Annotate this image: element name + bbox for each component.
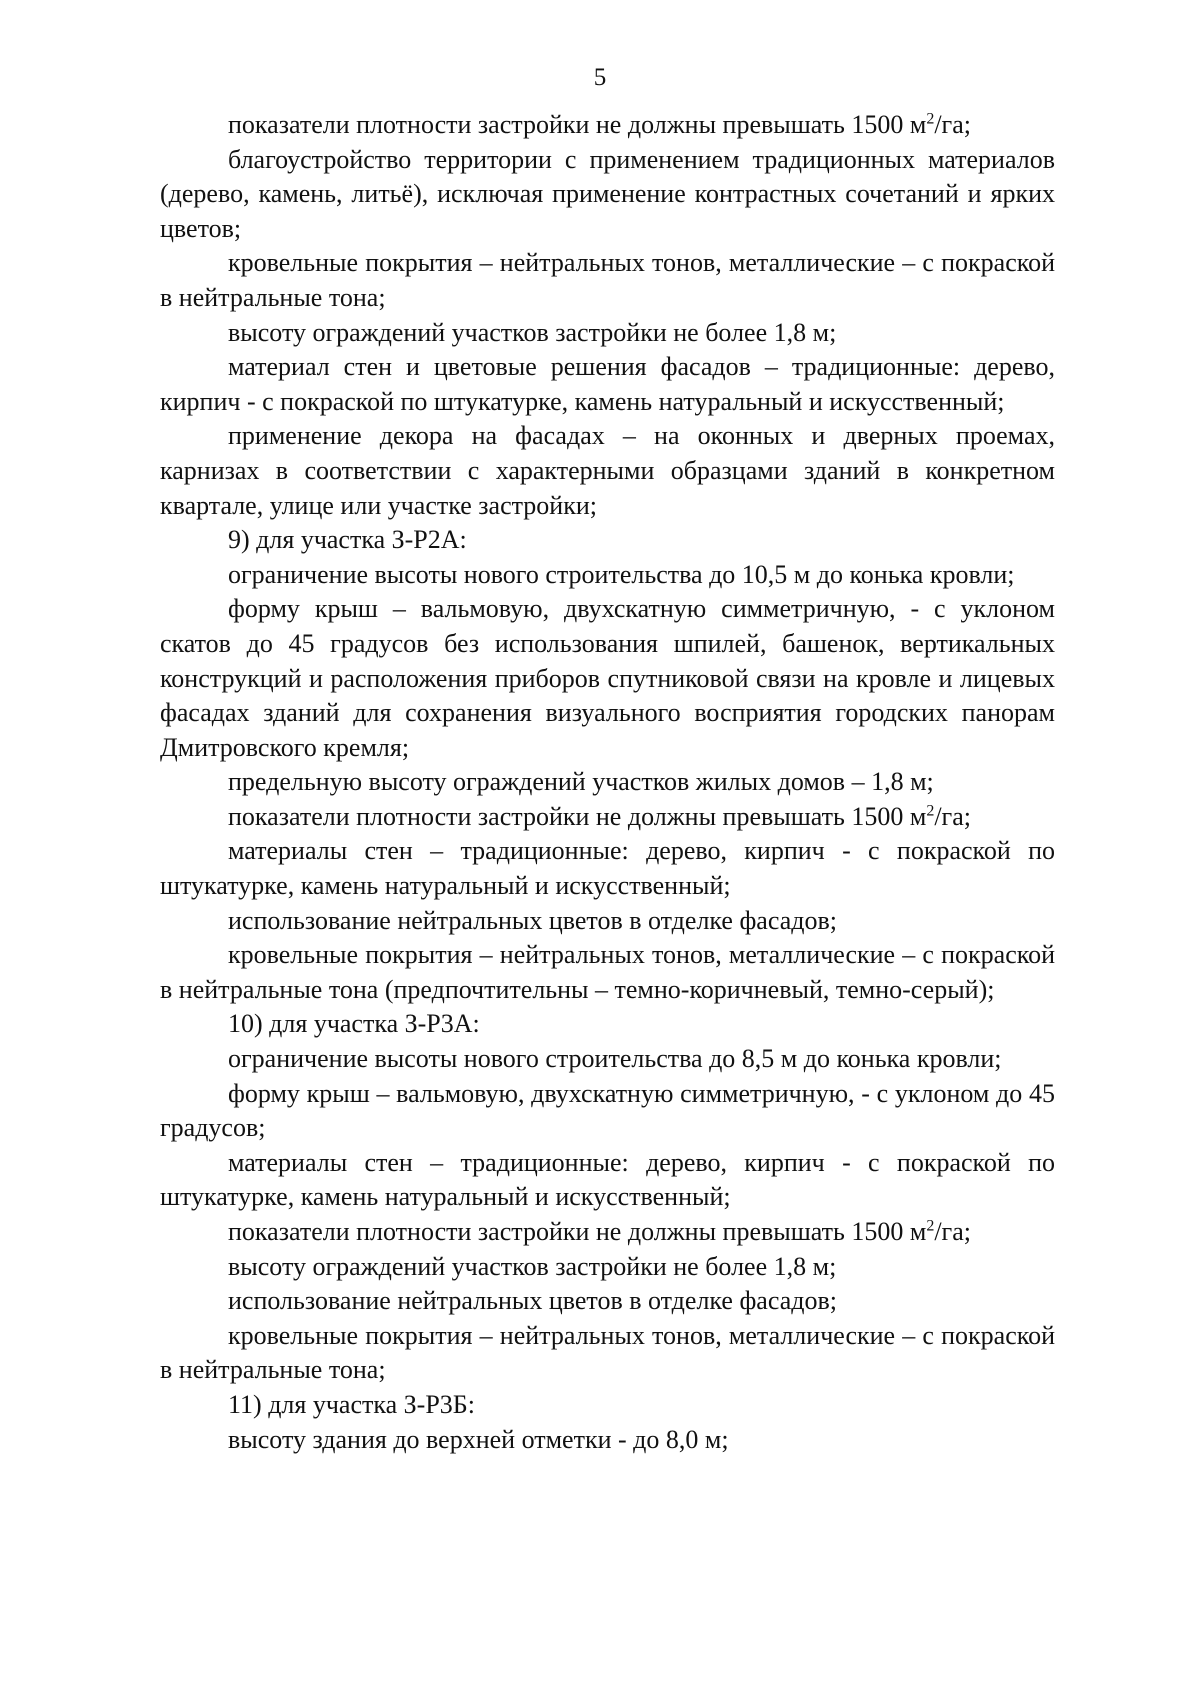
paragraph: использование нейтральных цветов в отделке фасадов;: [228, 905, 837, 935]
document-body: [160, 108, 1055, 1457]
page-number: 5: [593, 64, 607, 91]
paragraph: ограничение высоты нового строительства до 10,5 м до конька кровли;: [228, 559, 1015, 589]
paragraph: материалы стен – традиционные: дерево, кирпич - с покраской по штукатурке, камень натуральный и искусственный;: [160, 1147, 1055, 1212]
paragraph: кровельные покрытия – нейтральных тонов, металлические – с покраской в нейтральные тона;: [160, 1320, 1055, 1385]
paragraph: [160, 108, 1055, 143]
paragraph: форму крыш – вальмовую, двухскатную симметричную, - с уклоном скатов до 45 градусов без использования шпилей, башенок, вертикальных конструкций и расположения приборов спутниковой связи на кровле и лицевых фасадах зданий для сохранения визуального восприятия городских панорам Дмитровского кремля;: [160, 594, 1055, 762]
paragraph: [160, 800, 1055, 835]
paragraph: высоту ограждений участков застройки не более 1,8 м;: [228, 317, 837, 347]
paragraph-text: показатели плотности застройки не должны превышать 1500 м: [228, 801, 927, 831]
superscript: 2: [926, 802, 935, 820]
paragraph: предельную высоту ограждений участков жилых домов – 1,8 м;: [228, 767, 934, 797]
paragraph-text: показатели плотности застройки не должны превышать 1500 м: [228, 110, 927, 139]
paragraph: благоустройство территории с применением традиционных материалов (дерево, камень, литьё), исключая применение контрастных сочетаний и ярких цветов;: [160, 144, 1055, 243]
paragraph: высоту ограждений участков застройки не более 1,8 м;: [228, 1251, 837, 1281]
superscript: 2: [926, 1217, 935, 1235]
paragraph: материалы стен – традиционные: дерево, кирпич - с покраской по штукатурке, камень натуральный и искусственный;: [160, 836, 1055, 901]
paragraph: кровельные покрытия – нейтральных тонов, металлические – с покраской в нейтральные тона (предпочтительны – темно-коричневый, темно-серый);: [160, 940, 1055, 1004]
section-heading: 11) для участка З-Р3Б:: [228, 1389, 475, 1419]
paragraph-text: показатели плотности застройки не должны превышать 1500 м: [228, 1217, 927, 1246]
superscript: 2: [926, 110, 935, 128]
paragraph-text: /га;: [934, 801, 971, 831]
paragraph-text: /га;: [934, 110, 971, 139]
paragraph: использование нейтральных цветов в отделке фасадов;: [228, 1286, 837, 1316]
paragraph: кровельные покрытия – нейтральных тонов, металлические – с покраской в нейтральные тона;: [160, 248, 1055, 312]
paragraph-text: /га;: [934, 1217, 971, 1246]
paragraph: применение декора на фасадах – на оконных и дверных проемах, карнизах в соответствии с характерными образцами зданий в конкретном квартале, улице или участке застройки;: [160, 421, 1055, 520]
paragraph: [160, 1215, 1055, 1250]
section-heading: 10) для участка З-Р3А:: [228, 1009, 480, 1039]
paragraph: высоту здания до верхней отметки - до 8,0 м;: [228, 1424, 729, 1454]
paragraph: форму крыш – вальмовую, двухскатную симметричную, - с уклоном до 45 градусов;: [160, 1078, 1055, 1143]
section-heading: 9) для участка З-Р2А:: [228, 525, 467, 555]
paragraph: ограничение высоты нового строительства до 8,5 м до конька кровли;: [228, 1044, 1002, 1074]
paragraph: материал стен и цветовые решения фасадов – традиционные: дерево, кирпич - с покраской по штукатурке, камень натуральный и искусственный;: [160, 352, 1055, 416]
